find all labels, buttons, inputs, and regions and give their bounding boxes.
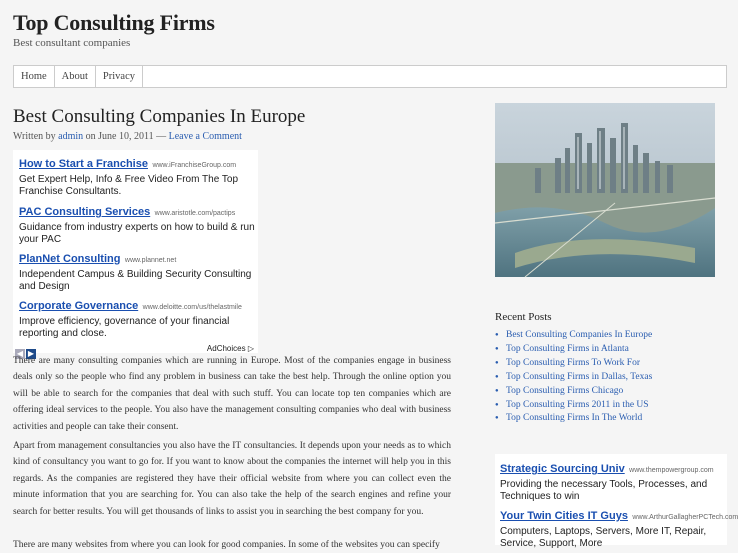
recent-posts-heading: Recent Posts — [495, 311, 552, 323]
post-meta — [13, 131, 242, 142]
adchoices-link[interactable] — [207, 344, 254, 353]
ad-text: Computers, Laptops, Servers, More IT, Repair, Service, Support, More — [500, 526, 707, 549]
site-description: Best consultant companies — [13, 37, 131, 49]
ad-title[interactable]: How to Start a Franchise — [19, 158, 148, 170]
meta-prefix: Written by — [13, 131, 56, 142]
city-skyline-image — [495, 103, 715, 277]
ad-url[interactable]: www.thempowergroup.com — [629, 467, 714, 474]
ad-url[interactable]: www.plannet.net — [124, 257, 177, 264]
ad-item[interactable] — [19, 202, 255, 246]
ad-item[interactable] — [19, 296, 255, 340]
adchoices-icon: ▷ — [247, 344, 254, 353]
ad-text: Guidance from industry experts on how to build & run your PAC — [19, 222, 255, 245]
ad-item[interactable] — [19, 249, 255, 293]
recent-post-link[interactable]: ● Top Consulting Firms To Work For — [495, 357, 652, 371]
ad-title[interactable]: Strategic Sourcing Univ — [500, 463, 625, 475]
ad-url[interactable]: www.ArthurGallagherPCTech.com — [632, 514, 738, 521]
site-title[interactable]: Top Consulting Firms — [13, 10, 215, 35]
ad-url[interactable]: www.aristotle.com/pactips — [154, 210, 236, 217]
meta-date: on June 10, 2011 — — [85, 131, 167, 142]
post-paragraph: Apart from management consultancies you also have the IT consultancies. It depends upon your needs as to which kind of consultancy you want to go for. If you want to know about the companies the internet will help you in this regards. As the companies are registered they have their official website from where you can collect even the minute information that you are searching for. You can also take the help of the search engines and refine your search for better results. You will get thousands of links to assist you in searching the best company for you. — [13, 441, 451, 517]
recent-post-link[interactable]: ● Top Consulting Firms 2011 in the US — [495, 399, 652, 413]
nav-about[interactable]: About — [55, 66, 96, 87]
ad-item[interactable] — [500, 459, 727, 503]
post-paragraph: There are many websites from where you can look for good companies. In some of the websites you can specify — [13, 540, 440, 550]
main-nav — [13, 65, 727, 88]
ad-url[interactable]: www.iFranchiseGroup.com — [152, 162, 237, 169]
ad-title[interactable]: Corporate Governance — [19, 300, 139, 312]
recent-post-link[interactable]: ● Best Consulting Companies In Europe — [495, 329, 652, 343]
nav-home[interactable]: Home — [14, 66, 55, 87]
nav-privacy[interactable]: Privacy — [96, 66, 143, 87]
ad-text: Get Expert Help, Info & Free Video From The Top Franchise Consultants. — [19, 174, 238, 197]
author-link[interactable]: admin — [58, 131, 84, 142]
post-paragraph: There are many consulting companies which are running in Europe. Most of the companies engage in business deals only so the people who find any problem in business can take the best help. Through the online option you will be able to search for the companies that deal with such stuff. You can locate top ten companies which are offering ideal services to the people. You also have the management consulting companies who deal with business activities and people can take their consent. — [13, 356, 451, 432]
adchoices-label: AdChoices — [206, 344, 246, 353]
post-title[interactable]: Best Consulting Companies In Europe — [13, 106, 306, 127]
leave-comment-link[interactable]: Leave a Comment — [168, 131, 242, 142]
ad-item[interactable] — [19, 154, 255, 198]
recent-post-link[interactable]: ● Top Consulting Firms in Dallas, Texas — [495, 371, 652, 385]
recent-posts-list — [495, 329, 652, 426]
recent-post-link[interactable]: ● Top Consulting Firms Chicago — [495, 385, 652, 399]
ad-item[interactable] — [500, 506, 738, 550]
prev-arrow-icon[interactable]: ◀ — [16, 349, 24, 358]
next-arrow-icon[interactable]: ▶ — [27, 349, 35, 358]
sidebar-ad-unit — [495, 454, 738, 549]
recent-post-link[interactable]: ● Top Consulting Firms in Atlanta — [495, 343, 652, 357]
ad-title[interactable]: PAC Consulting Services — [19, 206, 151, 218]
ad-text: Independent Campus & Building Security Consulting and Design — [19, 269, 252, 292]
ad-title[interactable]: Your Twin Cities IT Guys — [500, 510, 628, 522]
ad-title[interactable]: PlanNet Consulting — [19, 253, 121, 265]
recent-post-link[interactable]: ● Top Consulting Firms In The World — [495, 412, 652, 426]
ad-url[interactable]: www.deloitte.com/us/thelastmile — [142, 304, 242, 311]
ad-text: Improve efficiency, governance of your financial reporting and close. — [19, 316, 230, 339]
ad-unit — [13, 150, 258, 358]
ad-text: Providing the necessary Tools, Processes, and Techniques to win — [500, 479, 708, 502]
